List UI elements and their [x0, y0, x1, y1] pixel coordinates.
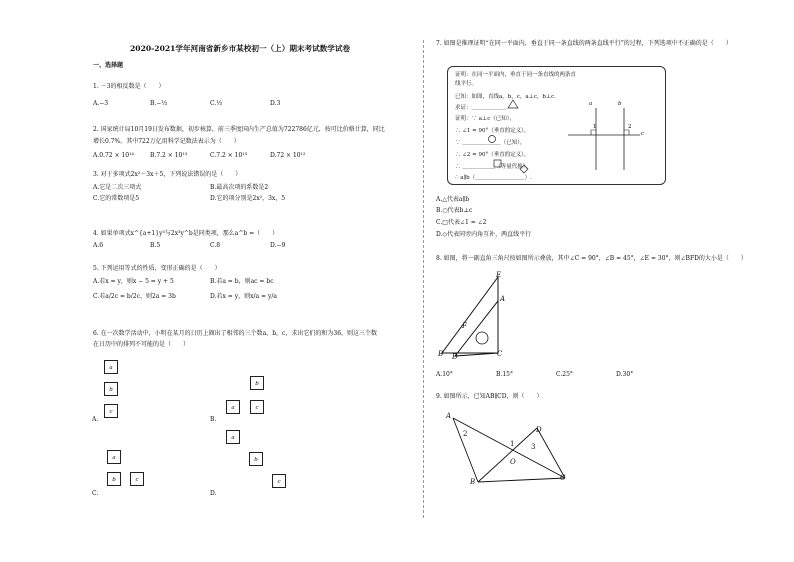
q6-stem-line2: 在日历中的排列不可能的是（ ）: [93, 341, 190, 348]
q6-stem-line1: 6. 在一次数学活动中，小明在某月的日历上圈出了相邻的三个数a，b，c，求出它们的和为36，则这三个数: [93, 330, 378, 337]
q9-stem: 9. 如图所示，已知AB∥CD，则（ ）: [436, 393, 543, 400]
diamond-icon: [520, 165, 528, 173]
q1-option-b: B.−⅓: [150, 100, 168, 107]
calendar-cell: b: [104, 382, 118, 396]
q1-stem: 1. －3的相反数是（ ）: [93, 83, 165, 90]
page-title: 2020-2021学年河南省新乡市某校初一（上）期末考试数学试卷: [130, 44, 351, 53]
q7-option-d: D.◇代表同旁内角互补，两直线平行: [436, 231, 532, 238]
q3-option-d: D.它的项分别是2x²，3x，5: [210, 195, 286, 202]
q6-option-b: B.: [210, 416, 217, 423]
q7-option-c: C.□代表∠1 = ∠2: [436, 219, 487, 226]
proof-line: ∴ ＿＿＿＿＿＿（等量代换），: [455, 164, 531, 170]
q2-option-d: D.72 × 10¹²: [270, 152, 306, 159]
q7-option-b: B.○代表b⊥c: [436, 207, 473, 214]
proof-line: ∴ ∠2 = 90°（垂直的定义），: [455, 152, 530, 158]
label-a: a: [589, 101, 593, 107]
circle-hole: [476, 332, 488, 344]
q4-option-c: C.8: [210, 242, 221, 249]
q4-option-a: A.6: [93, 242, 104, 249]
calendar-cell: b: [107, 472, 121, 486]
triangle-icon: [508, 100, 518, 108]
calendar-cell: c: [250, 400, 264, 414]
label-1: 1: [593, 124, 597, 130]
q4-stem: 4. 如果单项式x^{a+1}y³与2x³y^b是同类项，那么a^b =（ ）: [93, 230, 279, 237]
q6-option-a: A.: [92, 416, 99, 423]
label-D: D: [536, 426, 542, 434]
q5-option-c: C.若a/2c = b/2c，则2a = 3b: [93, 293, 176, 300]
q4-option-d: D.−9: [270, 242, 286, 249]
q7-stem: 7. 如图是推理证明“在同一平面内，垂直于同一条直线的两条直线平行”的过程，下列选项中不正确的是（ ）: [436, 40, 732, 47]
q4-option-b: B.5: [150, 242, 161, 249]
q5-option-a: A.若x = y，则x − 5 = y + 5: [93, 278, 174, 285]
calendar-cell: b: [250, 376, 264, 390]
proof-line: 线平行。: [455, 81, 478, 87]
calendar-cell: a: [226, 430, 240, 444]
q1-option-a: A.−3: [93, 100, 109, 107]
proof-line: 已知：如图，直线a，b，c，a⊥c，b⊥c.: [455, 94, 556, 100]
right-angle-mark: [591, 130, 596, 135]
label-C: C: [497, 350, 503, 358]
q3-option-c: C.它的常数项是5: [93, 195, 140, 202]
label-b: b: [618, 101, 622, 107]
right-angle-mark: [624, 130, 629, 135]
calendar-cell: c: [130, 472, 144, 486]
q6-option-c: C.: [92, 490, 99, 497]
q6-option-d: D.: [210, 490, 217, 497]
label-A: A: [500, 295, 506, 303]
square-icon: [494, 160, 501, 167]
label-D: D: [452, 353, 458, 361]
label-B: B: [438, 350, 444, 358]
label-O: O: [510, 458, 516, 466]
label-E: E: [496, 271, 502, 279]
triangle-large: [442, 277, 498, 353]
q8-figure: [436, 268, 516, 368]
label-angle-3: 3: [531, 443, 536, 451]
proof-line: 证明：在同一平面内，垂直于同一条直线的两条直: [455, 72, 577, 78]
q5-option-d: D.若x = y，则x/a = y/a: [210, 293, 277, 300]
q8-option-b: B.15°: [496, 371, 513, 378]
calendar-cell: c: [272, 474, 286, 488]
q8-option-a: A.10°: [436, 371, 453, 378]
label-angle-2: 2: [463, 430, 468, 438]
q2-option-b: B.7.2 × 10¹³: [150, 152, 188, 159]
q5-option-b: B.若a = b，则ac = bc: [210, 278, 274, 285]
q2-stem-line1: 2. 国家统计局10月19日发布数据，初步核算，前三季度国内生产总值为722786亿元，按可比价格计算，同比: [93, 126, 385, 133]
q3-option-b: B.最高次项的系数是2: [210, 184, 269, 191]
q1-option-d: D.3: [270, 100, 281, 107]
calendar-cell: a: [107, 450, 121, 464]
column-divider: [423, 40, 424, 518]
calendar-cell: a: [226, 400, 240, 414]
proof-line: ∴ ∠1 = 90°（垂直的定义），: [455, 128, 530, 134]
q2-stem-line2: 增长0.7%。其中722万亿用科学记数法表示为（ ）: [93, 138, 240, 145]
section-heading: 一、选择题: [93, 62, 124, 69]
proof-line: 求证：＿＿＿＿＿＿。: [455, 105, 511, 111]
hidden-guide: [453, 418, 537, 428]
q1-option-c: C.⅓: [210, 100, 223, 107]
q3-option-a: A.它是二次三项式: [93, 184, 142, 191]
label-2: 2: [628, 124, 632, 130]
label-F: F: [462, 322, 467, 330]
q2-option-a: A.0.72 × 10¹⁴: [93, 152, 134, 159]
proof-symbols: [440, 60, 680, 190]
proof-line: ∴ a∥b（＿＿＿＿＿＿＿＿＿）.: [455, 175, 532, 181]
segment-BC: [478, 478, 565, 482]
q8-option-d: D.30°: [616, 371, 634, 378]
q7-option-a: A.△代表a∥b: [436, 196, 470, 203]
q5-stem: 5. 下列运用等式的性质，变形正确的是（ ）: [93, 265, 221, 272]
calendar-cell: a: [104, 360, 118, 374]
label-c: c: [641, 131, 645, 137]
label-A: A: [446, 412, 452, 420]
q2-option-c: C.7.2 × 10¹³: [210, 152, 248, 159]
label-C: C: [560, 474, 566, 482]
label-angle-1: 1: [510, 440, 515, 448]
q3-stem: 3. 对于多项式2x²－3x＋5，下列说法错误的是（ ）: [93, 171, 242, 178]
circle-icon: [489, 136, 496, 143]
proof-line: ∵ ＿＿＿＿＿＿＿（已知），: [455, 140, 526, 146]
proof-line: 证明：∵ a⊥c（已知），: [455, 116, 516, 122]
calendar-cell: b: [249, 452, 263, 466]
q8-option-c: C.25°: [556, 371, 573, 378]
segment-AB: [453, 418, 478, 482]
label-B: B: [470, 478, 476, 486]
q8-stem: 8. 如图，将一副直角三角尺按如图所示叠放，其中∠C = 90°，∠B = 45°，∠E = 30°，则∠BFD的大小是（ ）: [436, 255, 747, 262]
calendar-cell: c: [104, 404, 118, 418]
